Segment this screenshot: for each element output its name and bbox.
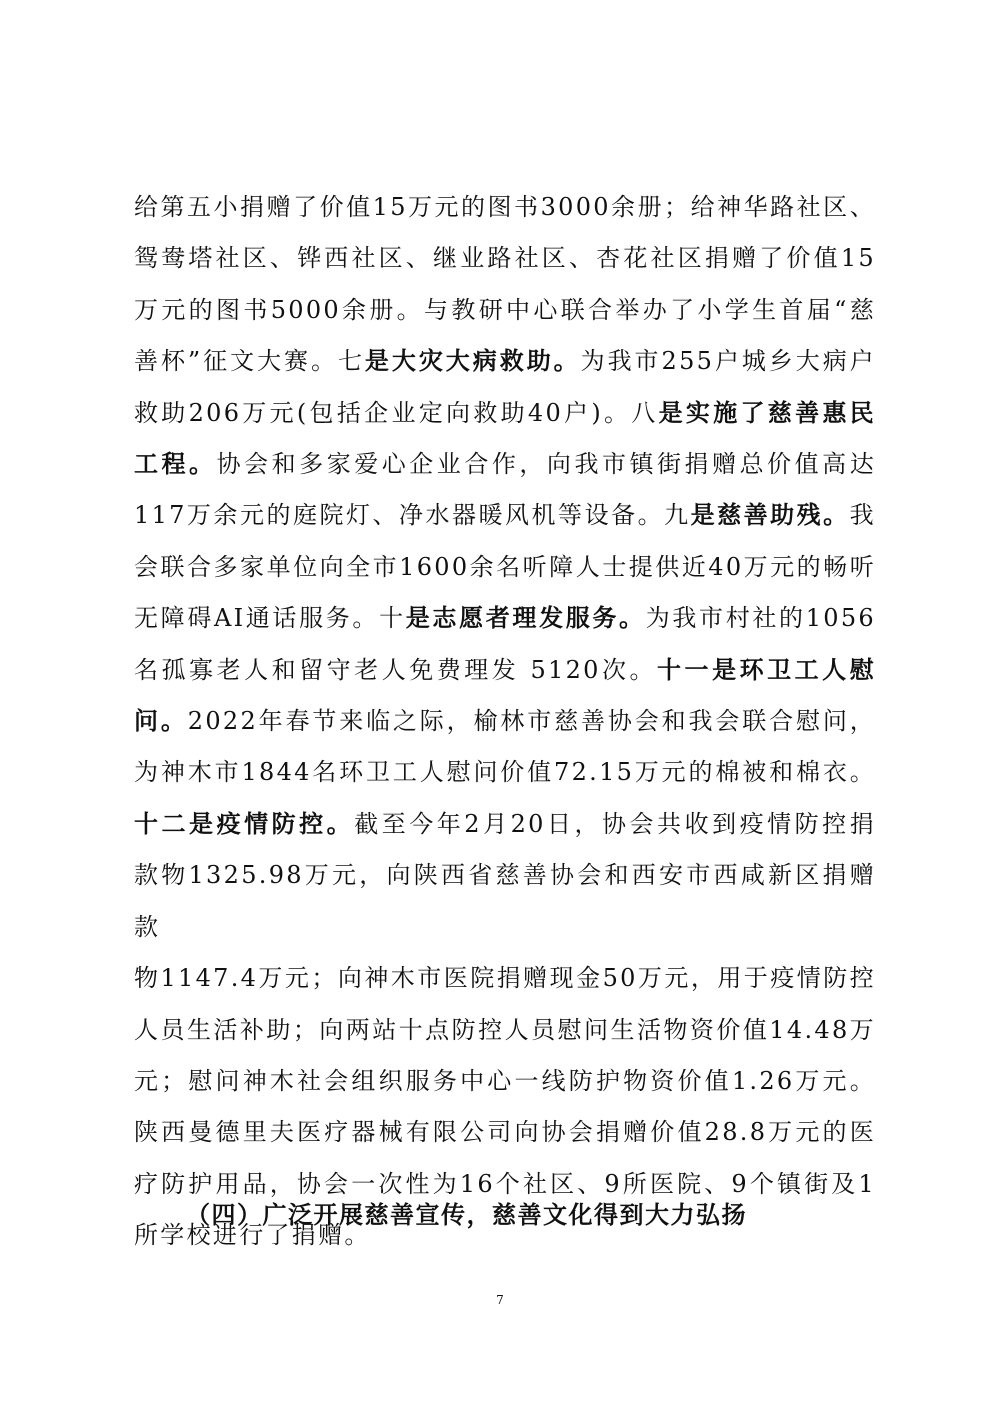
bold-text-run: 是慈善助残。 [690, 501, 850, 530]
text-run: 名孤寡老人和留守老人免费理发 5120次。 [134, 655, 658, 684]
text-run: 协会和多家爱心企业合作，向我市镇街捐赠总价值高达 [216, 450, 877, 479]
text-run: 人员生活补助；向两站十点防控人员慰问生活物资价值14.48万 [134, 1015, 876, 1044]
text-line [134, 490, 876, 541]
text-run: 陕西曼德里夫医疗器械有限公司向协会捐赠价值28.8万元的医 [134, 1118, 876, 1147]
text-run: 款物1325.98万元，向陕西省慈善协会和西安市西咸新区捐赠款 [134, 861, 876, 941]
text-line [134, 285, 876, 336]
text-line [134, 233, 876, 284]
bold-text-run: 十一是环卫工人慰 [657, 655, 876, 684]
text-line [134, 953, 876, 1004]
text-line [134, 799, 876, 850]
text-line [134, 1005, 876, 1056]
text-run: 截至今年2月20日，协会共收到疫情防控捐 [354, 809, 876, 838]
bold-text-run: 问。 [134, 707, 188, 736]
text-line [134, 645, 876, 696]
text-line [134, 1107, 876, 1158]
text-run: 善杯”征文大赛。七 [134, 347, 365, 376]
text-run: 为我市村社的1056 [645, 604, 876, 633]
text-run: 为神木市1844名环卫工人慰问价值72.15万元的棉被和棉衣。 [134, 758, 876, 787]
text-run: 物1147.4万元；向神木市医院捐赠现金50万元，用于疫情防控 [134, 964, 876, 993]
text-run: 2022年春节来临之际，榆林市慈善协会和我会联合慰问， [187, 707, 876, 736]
text-run: 无障碍AI通话服务。十 [134, 604, 406, 633]
text-run: 鸳鸯塔社区、铧西社区、继业路社区、杏花社区捐赠了价值15 [134, 244, 876, 273]
text-run: 117万余元的庭院灯、净水器暖风机等设备。九 [134, 501, 691, 530]
text-line [134, 850, 876, 953]
bold-text-run: 是实施了慈善惠民 [658, 398, 876, 427]
text-run: 元；慰问神木社会组织服务中心一线防护物资价值1.26万元。 [134, 1066, 876, 1095]
bold-text-run: 十二是疫情防控。 [134, 809, 355, 838]
page-number: 7 [496, 1293, 504, 1307]
text-line [134, 439, 876, 490]
bold-text-run: 是志愿者理发服务。 [405, 604, 646, 633]
text-line [134, 182, 876, 233]
text-run: 救助206万元(包括企业定向救助40户)。八 [134, 398, 659, 427]
body-paragraph [134, 182, 876, 1262]
text-run: 所学校进行了捐赠。 [134, 1221, 371, 1250]
text-run: 给第五小捐赠了价值15万元的图书3000余册；给神华路社区、 [134, 193, 876, 221]
text-run: 会联合多家单位向全市1600余名听障人士提供近40万元的畅听 [134, 552, 876, 581]
text-line [134, 542, 876, 593]
text-line [134, 747, 876, 798]
bold-text-run: 是大灾大病救助。 [364, 347, 581, 376]
text-run: 我 [849, 501, 876, 530]
text-line [134, 593, 876, 644]
text-line [134, 388, 876, 439]
text-line [134, 336, 876, 387]
text-run: 疗防护用品，协会一次性为16个社区、9所医院、9个镇街及1 [134, 1169, 876, 1198]
text-run: 万元的图书5000余册。与教研中心联合举办了小学生首届“慈 [134, 295, 876, 324]
section-heading: （四）广泛开展慈善宣传，慈善文化得到大力弘扬 [186, 1201, 747, 1229]
text-run: 为我市255户城乡大病户 [580, 347, 876, 376]
bold-text-run: 工程。 [134, 450, 217, 479]
text-line [134, 1056, 876, 1107]
text-line [134, 696, 876, 747]
